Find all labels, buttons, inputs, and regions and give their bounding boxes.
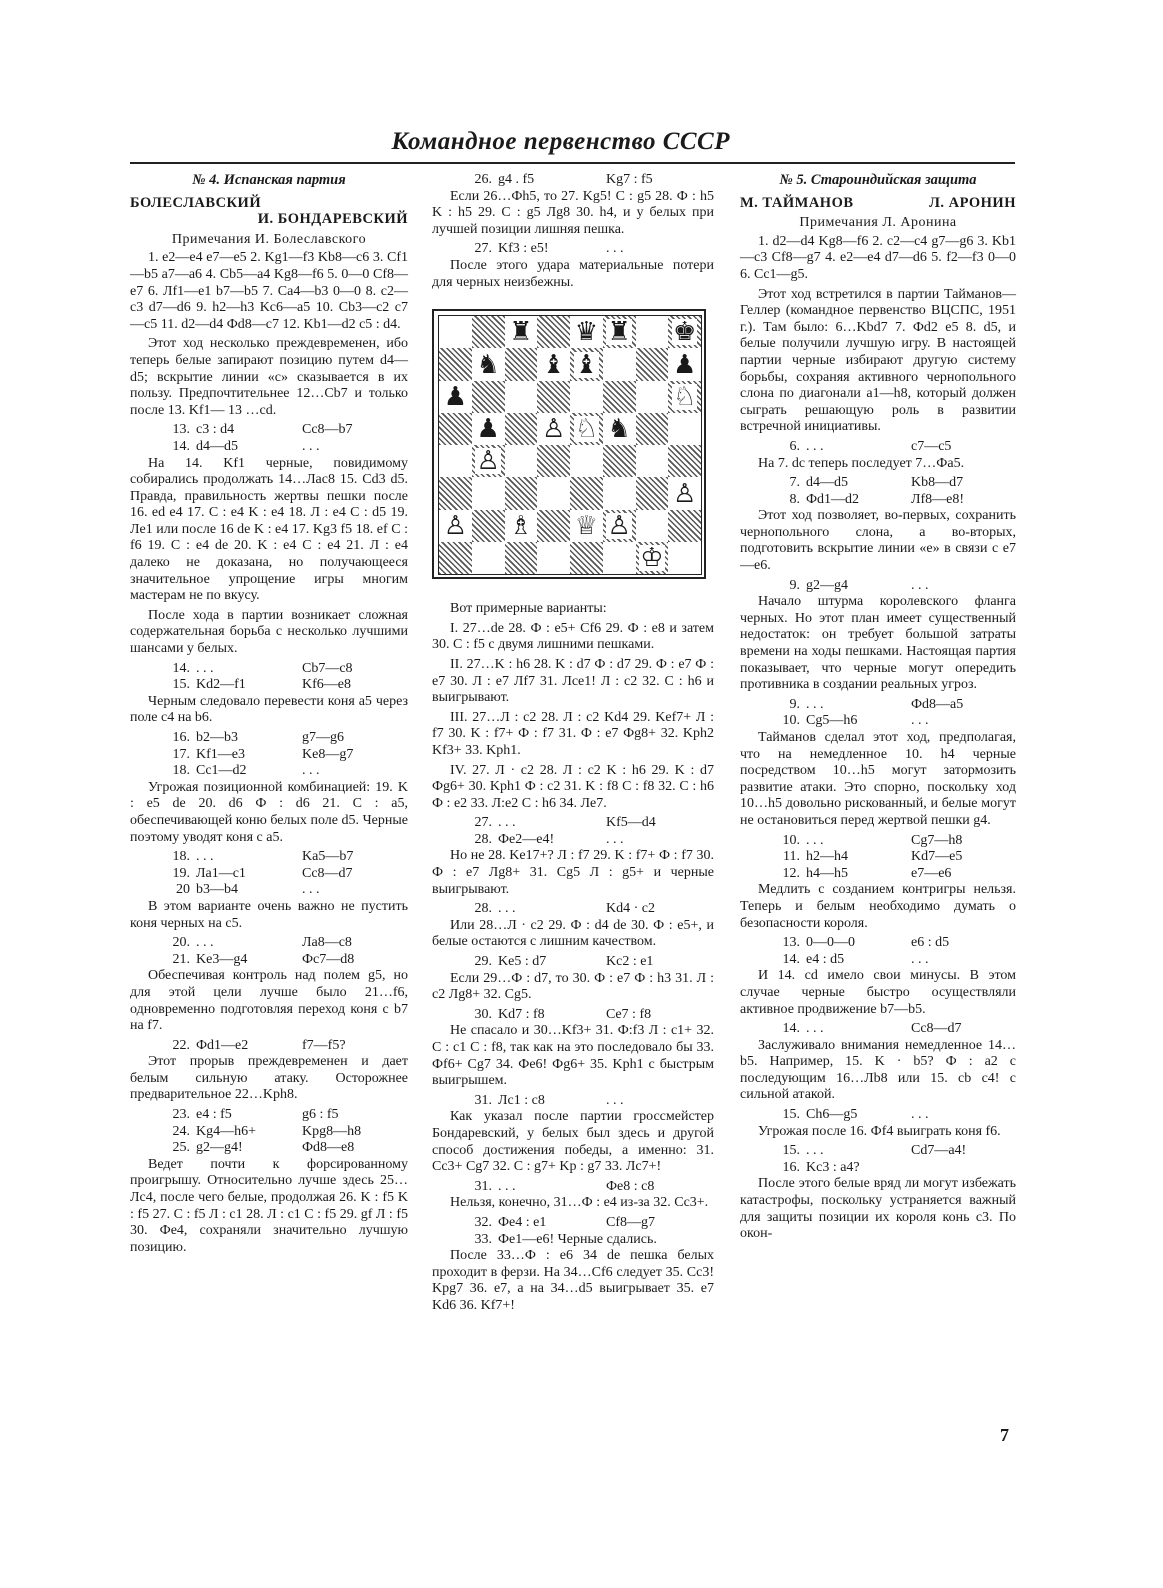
move-row: 28. Фe2—e4! . . .	[474, 831, 624, 847]
move-row: 20 b3—b4 . . .	[176, 882, 320, 898]
board-square	[603, 477, 636, 509]
move-row: 23. e4 : f5 g6 : f5	[172, 1107, 339, 1123]
game5-para: Этот ход встретился в партии Тайманов—Геллер (командное первенство ВЦСПС, 1951 г.). Там было: 6…Kbd7 7. Фd2 e5 8. d5, и белые получили лучшую игру. В настоящей партии черные избирают другую систему борьбы, сохраняя активного чернопольного слона по диагонали a1—h8, который должен сыграть решающую роль в развитии встречной инициативы.	[740, 286, 1016, 435]
board-square	[636, 381, 669, 413]
board-square	[668, 381, 701, 413]
col2-para: Как указал после партии гроссмейстер Бондаревский, у белых был здесь и другой способ достижения победы, а именно: 31. Cc3+ Cg7 32. C : g7+ Kp : g7 33. Лc7+!	[432, 1109, 714, 1175]
board-square	[668, 413, 701, 445]
board-square	[472, 381, 505, 413]
page-number: 7	[1000, 1425, 1009, 1445]
move-row: 10. . . . Cg7—h8	[782, 832, 963, 848]
col2-para: После 33…Ф : e6 34 de пешка белых проходит в ферзи. На 34…Cf6 следует 35. Cc3! Kpg7 36. e7, а на 34…d5 выигрывает 35. e7 Kd6 36. Kf7+!	[432, 1248, 714, 1313]
game4-para: Обеспечивая контроль над полем g5, но для этой цели лучше было 21…f6, одновременно подготовляя переход коня с b7 на f7.	[130, 968, 408, 1034]
move-row: 16. b2—b3 g7—g6	[172, 730, 344, 745]
board-square	[439, 316, 472, 348]
move-row: 11. h2—h4 Kd7—e5	[783, 849, 963, 865]
move-row: 9. g2—g4 . . .	[789, 577, 929, 593]
board-square	[505, 510, 538, 542]
move-row: 14. d4—d5 . . .	[172, 438, 320, 454]
col2-para: Вот примерные варианты:	[450, 601, 607, 617]
game5-para: Тайманов сделал этот ход, предполагая, что на немедленное 10. h4 черные посредством 10…h5 могут затормозить развитие атаки. Это спорно, поскольку ход 10…h5 довольно рискованный, и белые могут не остановиться перед жертвой пешки g4.	[740, 730, 1016, 828]
game5-para: И 14. cd имело свои минусы. В этом случае черные быстро осуществляли активное продвижение b7—b5.	[740, 968, 1016, 1017]
game4-para: После хода в партии возникает сложная содержательная борьба с несколько лучшими шансами у белых.	[130, 607, 408, 657]
col2-para: Если 29…Ф : d7, то 30. Ф : e7 Ф : h3 31. Л : c2 Лg8+ 32. Cg5.	[432, 970, 714, 1003]
move-row: 14. e4 : d5 . . .	[782, 951, 929, 967]
board-square	[505, 477, 538, 509]
board-square	[537, 445, 570, 477]
game4-para: Этот ход несколько преждевременен, ибо теперь белые запирают позицию путем d4—d5; вскрытие линии «с» сказывается в их пользу. Предпочтительнее 12…Cb7 и только после 13. Kf1— 13 …cd.	[130, 336, 408, 418]
chess-piece: ♜	[509, 317, 533, 348]
board-square	[537, 348, 570, 380]
board-square	[603, 542, 636, 574]
move-row: 9. . . . Фd8—a5	[789, 696, 964, 712]
board-square	[668, 445, 701, 477]
game4-white: БОЛЕСЛАВСКИЙ	[130, 194, 262, 211]
board-square	[439, 542, 472, 574]
chess-piece: ♜	[607, 317, 631, 348]
chess-piece: ♕	[574, 510, 599, 541]
game4-para: На 14. Kf1 черные, повидимому собирались продолжать 14…Лac8 15. Cd3 d5. Правда, правильность жертвы пешки после 16. ed e4 17. C : e4 K : e4 18. Л : e4 C : d5 19. Лe1 или после 16 de K : e4 17. Kg3 f5 18. ef C : f6 19. C : e4 de 20. K : e4 C : e4 21. Л : e4 далеко не доказана, но получающееся значительное упрощение игры многим мастерам не по вкусу.	[130, 455, 408, 604]
chess-piece: ♙	[443, 510, 468, 541]
board-square	[439, 477, 472, 509]
board-square	[472, 413, 505, 445]
chess-diagram	[432, 309, 706, 579]
move-row: 31. Лc1 : c8 . . .	[474, 1092, 624, 1108]
move-row: 13. 0—0—0 e6 : d5	[782, 935, 950, 951]
variation: III. 27…Л : c2 28. Л : c2 Kd4 29. Kef7+ Л : f7 30. K : f7+ Ф : f7 31. Ф : e7 Фg8+ 32. Kph2 Kf3+ 33. Kph1.	[432, 709, 714, 758]
move-row: 14. . . . Cb7—c8	[172, 660, 353, 676]
game4-para: Черным следовало перевести коня a5 через поле c4 на b6.	[130, 693, 408, 726]
board-square	[472, 510, 505, 542]
col2-para: После этого удара материальные потери для черных неизбежны.	[432, 257, 714, 290]
move-row: 8. Фd1—d2 Лf8—e8!	[789, 491, 965, 507]
column-game5	[740, 172, 1016, 1246]
board-square	[537, 542, 570, 574]
board-square	[439, 348, 472, 380]
board-square	[603, 510, 636, 542]
board-square	[537, 510, 570, 542]
move-row: 7. d4—d5 Kb8—d7	[789, 475, 964, 491]
move-row: 15. Kd2—f1 Kf6—e8	[172, 677, 351, 693]
move-row: 30. Kd7 : f8 Ce7 : f8	[474, 1006, 652, 1022]
board-square	[636, 510, 669, 542]
game5-para: Начало штурма королевского фланга черных. Но этот план имеет существенный недостаток: он требует большой затраты времени на ходы пешками. Настоящая партия показывает, что черные могут опередить противника в создании реальных угроз.	[740, 594, 1016, 693]
move-row: 28. . . . Kd4 · c2	[474, 901, 655, 917]
game5-para: Этот ход позволяет, во-первых, сохранить чернопольного слона, а во-вторых, подготовить вскрытие линии «e» в связи с e7—e6.	[740, 508, 1016, 574]
board-square	[505, 316, 538, 348]
variation: II. 27…K : h6 28. K : d7 Ф : d7 29. Ф : e7 Ф : e7 30. Л : e7 Лf7 31. Лce1! Л : c2 32. C : h6 и выигрывают.	[432, 656, 714, 706]
board-square	[472, 477, 505, 509]
board-square	[570, 542, 603, 574]
game5-black: Л. АРОНИН	[929, 194, 1016, 211]
game4-para: Угрожая позиционной комбинацией: 19. K : e5 de 20. d6 Ф : d6 21. C : a5, обеспечивающей коню белых поле d5. Черные поэтому уводят коня с a5.	[130, 779, 408, 845]
board-square	[636, 445, 669, 477]
board-square	[472, 348, 505, 380]
board-square	[537, 381, 570, 413]
chess-piece: ♟	[672, 349, 697, 380]
chess-piece: ♘	[672, 381, 697, 412]
move-row: 26. g4 . f5 Kg7 : f5	[474, 172, 653, 187]
board-square	[537, 413, 570, 445]
chess-piece: ♘	[574, 414, 599, 445]
col2-para: Но не 28. Ke17+? Л : f7 29. K : f7+ Ф : f7 30. Ф : e7 Лg8+ 31. Cg5 Л : g5+ и черные выигрывают.	[432, 848, 714, 897]
chess-piece: ♟	[443, 381, 468, 412]
chess-piece: ♞	[607, 414, 631, 445]
column-middle	[432, 172, 714, 1318]
game5-white: М. ТАЙМАНОВ	[740, 194, 854, 211]
move-row: 20. . . . Лa8—c8	[172, 935, 352, 951]
col2-para: Или 28…Л · c2 29. Ф : d4 de 30. Ф : e5+, и белые остаются с лишним качеством.	[432, 917, 714, 950]
move-row: 25. g2—g4! Фd8—e8	[172, 1140, 355, 1156]
game4-para: В этом варианте очень важно не пустить коня черных на c5.	[130, 898, 408, 931]
move-row: 16. Kc3 : a4?	[782, 1159, 860, 1175]
move-row: 33. Фe1—e6! Черные сдались.	[474, 1231, 657, 1247]
move-row: 27. . . . Kf5—d4	[474, 815, 656, 831]
chess-piece: ♟	[476, 414, 500, 445]
move-row: 12. h4—h5 e7—e6	[782, 865, 952, 881]
move-row: 32. Фe4 : e1 Cf8—g7	[474, 1214, 655, 1230]
game5-title: № 5. Староиндийская защита	[779, 172, 977, 188]
board-square	[505, 445, 538, 477]
move-row: 15. Ch6—g5 . . .	[782, 1107, 929, 1123]
board-square	[472, 542, 505, 574]
game5-para: На 7. dc теперь последует 7…Фa5.	[758, 455, 965, 471]
move-row: 13. c3 : d4 Cc8—b7	[172, 422, 353, 438]
board-square	[603, 348, 636, 380]
game4-notes-by: Примечания И. Болеславского	[171, 231, 367, 247]
board-square	[439, 381, 472, 413]
chess-piece: ♛	[574, 317, 599, 348]
board-square	[570, 510, 603, 542]
chess-piece: ♝	[574, 349, 599, 380]
chess-piece: ♙	[541, 414, 566, 445]
board-square	[537, 477, 570, 509]
move-row: 29. Ke5 : d7 Kc2 : e1	[474, 954, 654, 970]
board-square	[636, 413, 669, 445]
game4-para: 1. e2—e4 e7—e5 2. Kg1—f3 Kb8—c6 3. Cf1—b5 a7—a6 4. Cb5—a4 Kg8—f6 5. 0—0 Cf8—e7 6. Лf1—e1 b7—b5 7. Ca4—b3 0—0 8. c2—c3 d7—d6 9. h2—h3 Kc6—a5 10. Cb3—c2 c7—c5 11. d2—d4 Фd8—c7 12. Kb1—d2 c5 : d4.	[130, 250, 408, 332]
move-row: 17. Kf1—e3 Ke8—g7	[172, 746, 354, 762]
board-square	[636, 316, 669, 348]
game5-players	[740, 195, 1016, 212]
board-square	[636, 542, 669, 574]
game5-para: Угрожая после 16. Фf4 выиграть коня f6.	[758, 1123, 1001, 1139]
board-square	[636, 348, 669, 380]
move-row: 27. Kf3 : e5! . . .	[474, 241, 624, 257]
chess-piece: ♙	[476, 446, 500, 477]
move-row: 14. . . . Cc8—d7	[782, 1021, 962, 1037]
board-square	[668, 316, 701, 348]
board-square	[439, 445, 472, 477]
move-row: 6. . . . c7—c5	[789, 438, 952, 454]
board-square	[668, 348, 701, 380]
board-square	[603, 381, 636, 413]
board-square	[668, 477, 701, 509]
board-square	[603, 413, 636, 445]
board-square	[570, 348, 603, 380]
move-row: 21. Ke3—g4 Фc7—d8	[172, 951, 355, 967]
board-square	[570, 445, 603, 477]
board-square	[570, 477, 603, 509]
chess-piece: ♙	[672, 478, 697, 509]
move-row: 18. Cc1—d2 . . .	[172, 763, 320, 779]
board-square	[537, 316, 570, 348]
board-square	[505, 381, 538, 413]
page-header: Командное первенство СССР	[391, 128, 730, 155]
game5-para: 1. d2—d4 Kg8—f6 2. c2—c4 g7—g6 3. Kb1—c3 Cf8—g7 4. e2—e4 d7—d6 5. f2—f3 0—0 6. Cc1—g5.	[740, 233, 1016, 282]
board-square	[668, 510, 701, 542]
column-game4	[130, 172, 408, 1259]
board-square	[505, 413, 538, 445]
move-row: 18. . . . Ka5—b7	[172, 849, 354, 865]
board-square	[472, 445, 505, 477]
chess-piece: ♞	[476, 349, 500, 380]
chess-piece: ♗	[509, 510, 533, 541]
move-row: 31. . . . Фe8 : c8	[474, 1178, 655, 1194]
chess-piece: ♝	[541, 349, 566, 380]
move-row: 24. Kg4—h6+ Kpg8—h8	[172, 1123, 362, 1139]
board-square	[505, 542, 538, 574]
variation: IV. 27. Л · c2 28. Л : c2 K : h6 29. K : d7 Фg6+ 30. Kph1 Ф : c2 31. K : f8 C : f8 32. C : h6 Ф : e2 33. Л:e2 C : h6 34. Лe7.	[432, 762, 714, 811]
board-square	[636, 477, 669, 509]
board-square	[505, 348, 538, 380]
board-square	[439, 510, 472, 542]
variation: I. 27…de 28. Ф : e5+ Cf6 29. Ф : e8 и затем 30. C : f5 с двумя лишними пешками.	[432, 620, 714, 653]
board-square	[603, 316, 636, 348]
chess-board	[438, 315, 702, 575]
move-row: 19. Лa1—c1 Cc8—d7	[172, 865, 353, 881]
game5-notes-by: Примечания Л. Аронина	[799, 215, 957, 231]
game4-black: И. БОНДАРЕВСКИЙ	[257, 211, 408, 228]
board-square	[439, 413, 472, 445]
col2-para: Не спасало и 30…Kf3+ 31. Ф:f3 Л : c1+ 32. C : c1 C : f8, так как на это последовало бы 33. Фf6+ Cg7 34. Фe6! Фg6+ 35. Kph1 с быстрым выигрышем.	[432, 1023, 714, 1089]
board-square	[603, 445, 636, 477]
chess-piece: ♔	[640, 543, 664, 574]
col2-para: Нельзя, конечно, 31…Ф : e4 из-за 32. Cc3+.	[450, 1195, 709, 1211]
move-row: 15. . . . Cd7—a4!	[782, 1143, 967, 1159]
game5-para: После этого белые вряд ли могут избежать катастрофы, поскольку устраняется важный для защиты позиции их короля конь c3. По окон-	[740, 1176, 1016, 1242]
game5-para: Заслуживало внимания немедленное 14…b5. Например, 15. K · b5? Ф : a2 с последующим 16…Лb8 или 15. cb c4! с сильной атакой.	[740, 1037, 1016, 1103]
board-square	[570, 316, 603, 348]
col2-para: Если 26…Фh5, то 27. Kg5! C : g5 28. Ф : h5 K : h5 29. C : g5 Лg8 30. h4, и у белых при лучшей позиции лишняя пешка.	[432, 188, 714, 237]
game5-para: Медлить с созданием контригры нельзя. Теперь и белым необходимо думать о безопасности короля.	[740, 882, 1016, 931]
move-row: 22. Фd1—e2 f7—f5?	[172, 1037, 346, 1053]
chess-piece: ♙	[607, 510, 631, 541]
header-rule	[130, 162, 1015, 164]
board-square	[570, 381, 603, 413]
game4-title: № 4. Испанская партия	[192, 172, 346, 188]
game4-para: Ведет почти к форсированному проигрышу. Относительно лучше здесь 25…Лc4, после чего белые, продолжая 26. K : f5 K : f5 27. C : f5 Л : c1 28. Л : c1 C : f5 29. gf Л : f5 30. Фe4, сохраняли значительно лучшую позицию.	[130, 1156, 408, 1255]
chess-piece: ♚	[672, 317, 697, 348]
game4-players	[130, 195, 408, 228]
board-square	[668, 542, 701, 574]
board-square	[570, 413, 603, 445]
board-square	[472, 316, 505, 348]
move-row: 10. Cg5—h6 . . .	[782, 713, 929, 729]
game4-para: Этот прорыв преждевременен и дает белым сильную атаку. Осторожнее предварительное 22…Kph8.	[130, 1054, 408, 1103]
